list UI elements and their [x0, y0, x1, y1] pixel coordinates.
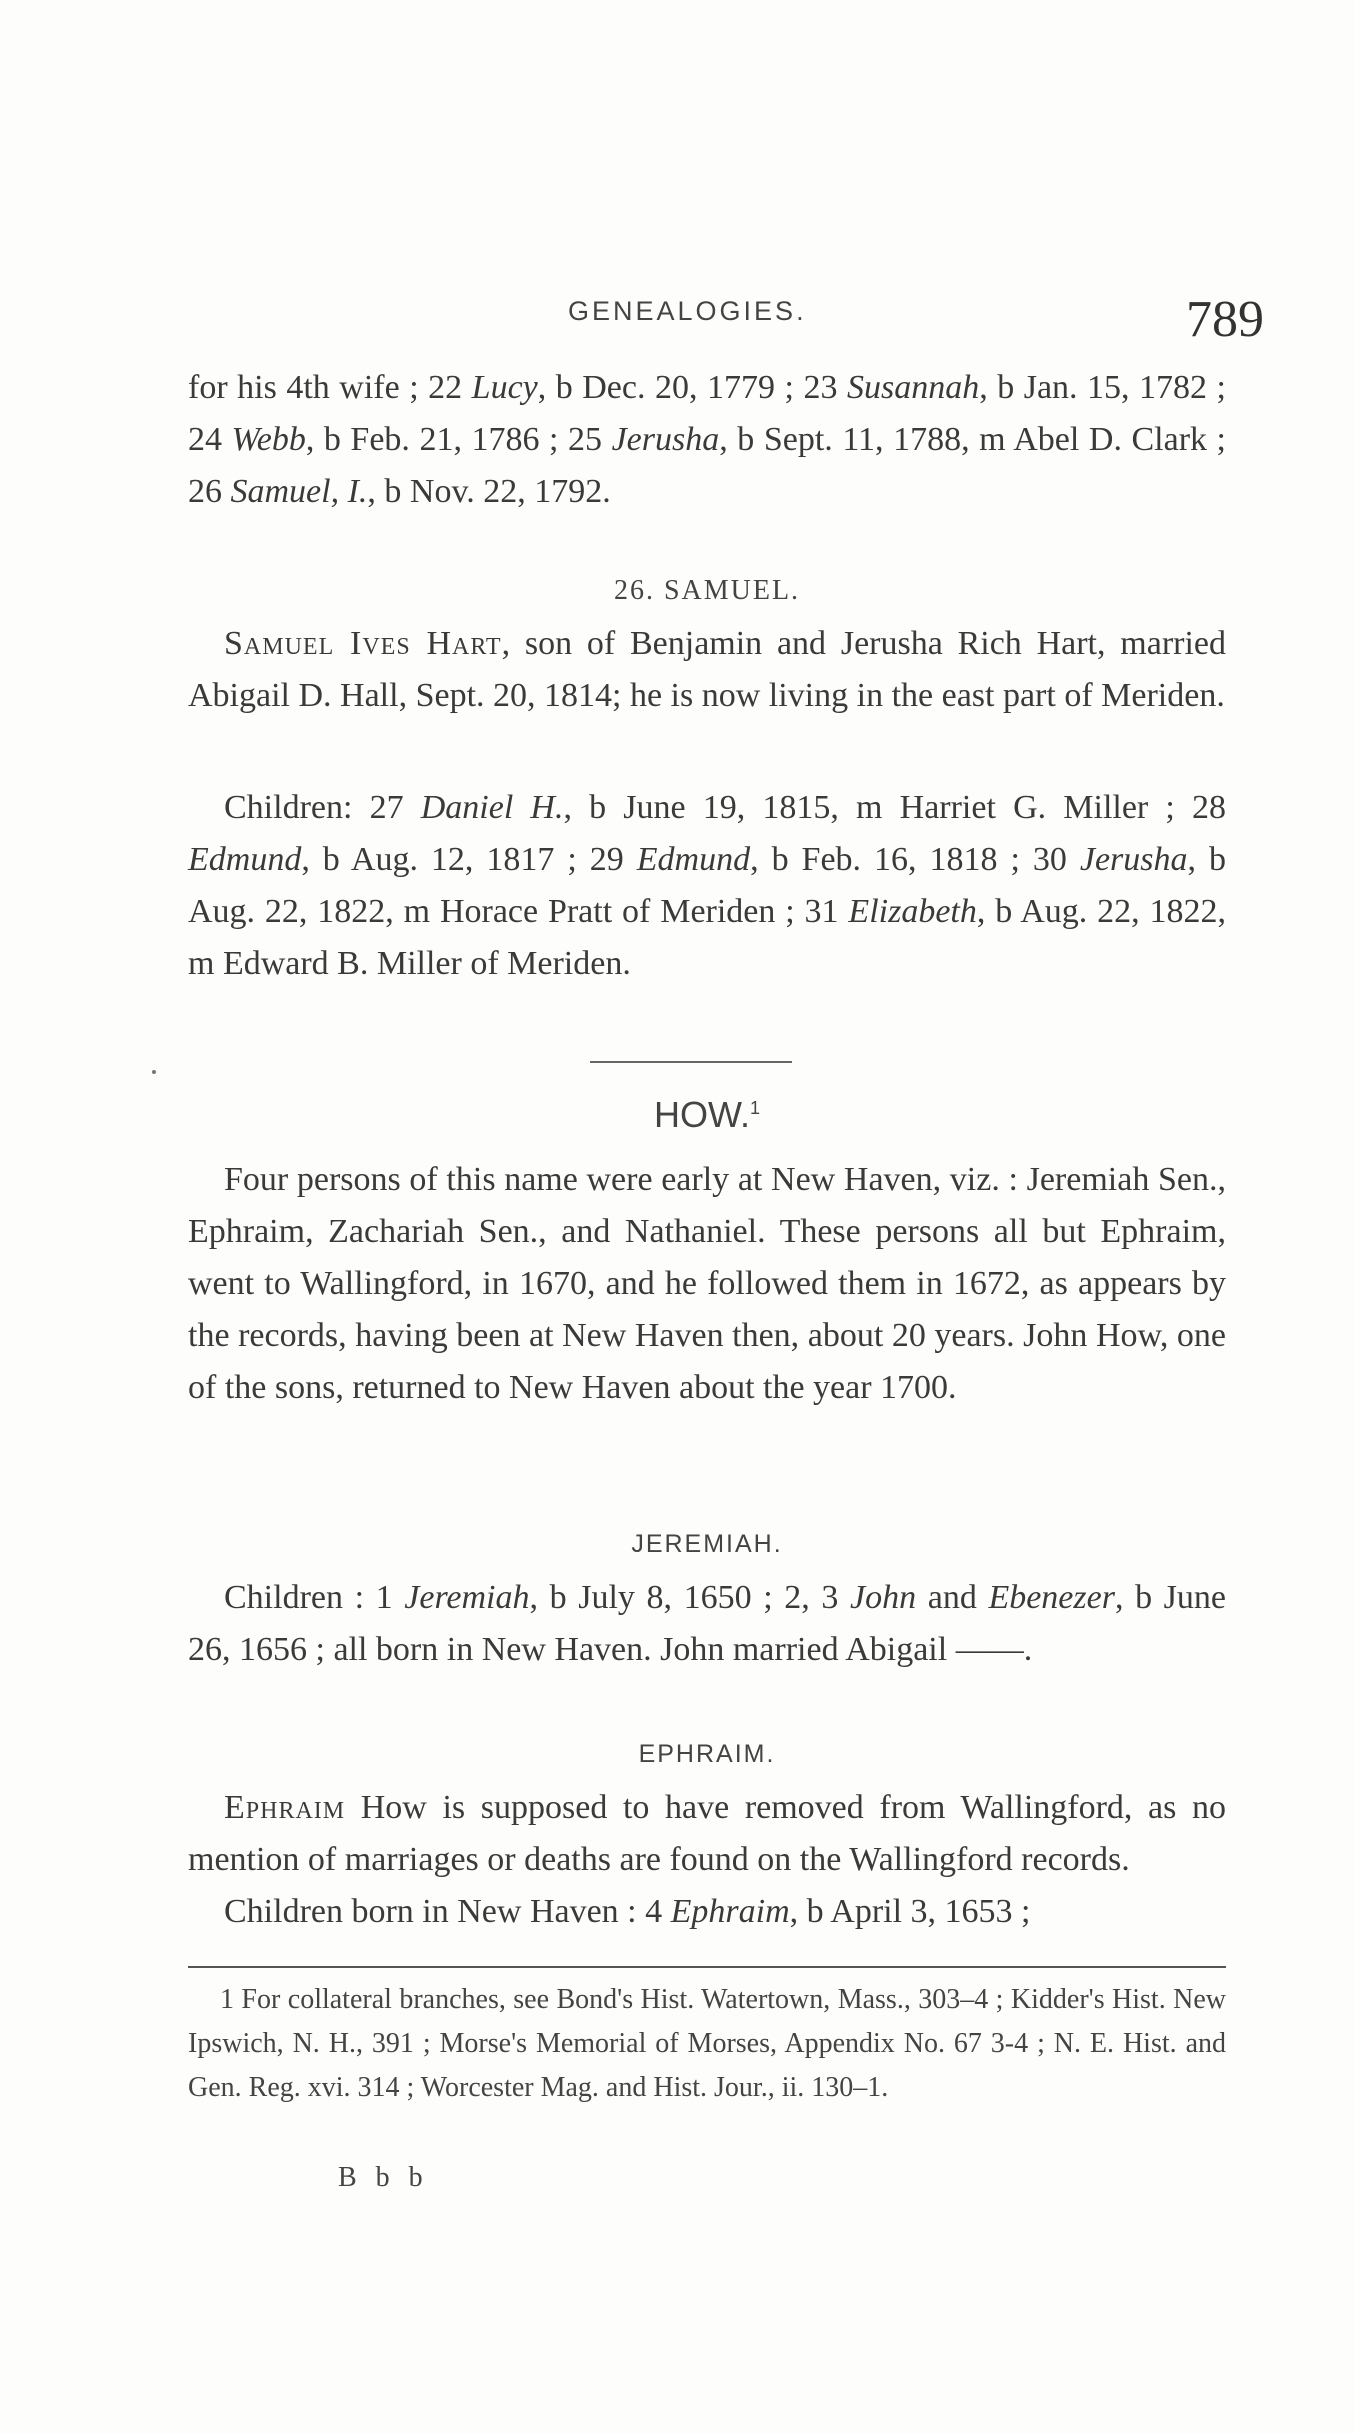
section-heading-ephraim: EPHRAIM.: [638, 1740, 776, 1768]
paragraph-samuel: Samuel Ives Hart, son of Benjamin and Jerusha Rich Hart, married Abigail D. Hall, Sept. 20, 1814; he is now living in the east part of Meriden.: [188, 625, 1226, 714]
paragraph-how-intro: Four persons of this name were early at New Haven, viz. : Jeremiah Sen., Ephraim, Zachariah Sen., and Nathaniel. These persons all but Ephraim, went to Wallingford, in 1670, and he followed them in 1672, as appears by the records, having been at New Haven then, about 20 years. John How, one of the sons, returned to New Haven about the year 1700.: [188, 1161, 1226, 1406]
footnote: 1 For collateral branches, see Bond's Hist. Watertown, Mass., 303–4 ; Kidder's Hist. New Ipswich, N. H., 391 ; Morse's Memorial of Morses, Appendix No. 67 3-4 ; N. E. Hist. and Gen. Reg. xvi. 314 ; Worcester Mag. and Hist. Jour., ii. 130–1.: [188, 1984, 1226, 2103]
page-header: [188, 290, 1278, 370]
page-number: 789: [1186, 291, 1264, 348]
stray-mark: [152, 1070, 156, 1074]
paragraph-ephraim: Ephraim How is supposed to have removed from Wallingford, as no mention of marriages or deaths are found on the Wallingford records. Children born in New Haven : 4 Ephraim, b April 3, 1653 ;: [188, 1789, 1226, 1930]
section-title-how: HOW.$^1$: [653, 1094, 760, 1135]
paragraph-children-list-2: Children: 27 Daniel H., b June 19, 1815, m Harriet G. Miller ; 28 Edmund, b Aug. 12, 1817 ; 29 Edmund, b Feb. 16, 1818 ; 30 Jerusha, b Aug. 22, 1822, m Horace Pratt of Meriden ; 31 Elizabeth, b Aug. 22, 1822, m Edward B. Miller of Meriden.: [188, 789, 1227, 982]
paragraph-jeremiah: Children : 1 Jeremiah, b July 8, 1650 ; 2, 3 John and Ebenezer, b June 26, 1656 ; all born in New Haven. John married Abigail ——.: [188, 1579, 1226, 1668]
signature-mark: B b b: [338, 2162, 429, 2193]
running-head: GENEALOGIES.: [568, 296, 807, 326]
footnote-ref: 1: [749, 1098, 760, 1118]
section-heading-jeremiah: JEREMIAH.: [631, 1530, 783, 1558]
section-divider: [590, 1061, 792, 1063]
section-heading-samuel: 26. SAMUEL.: [613, 575, 801, 606]
paragraph-children-list-1: for his 4th wife ; 22 Lucy, b Dec. 20, 1779 ; 23 Susannah, b Jan. 15, 1782 ; 24 Webb, b Feb. 21, 1786 ; 25 Jerusha, b Sept. 11, 1788, m Abel D. Clark ; 26 Samuel, I., b Nov. 22, 1792.: [188, 369, 1227, 510]
footnote-divider: [188, 1966, 1226, 1968]
